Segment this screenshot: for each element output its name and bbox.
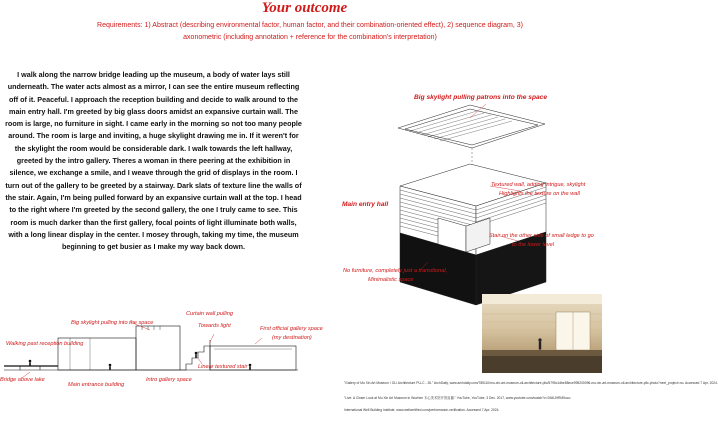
reference-1: "Gallery of Mu Xin Art Museum / OLI Architecture PLLC - 26." ArchDaily, www.archdaily.com/785110/mu-xin-art-museum-oli-architecture-pllc/5795c1dbe58ece995200096-mu-xin-art-museum-oli-architecture-pllc-photo?next_project=no. Accessed 7 Apr. 2024.: [344, 381, 718, 385]
seq-first-gallery-label: First official gallery space: [260, 326, 323, 332]
axon-nofurniture-label-2: Minimalistic space: [368, 277, 414, 283]
seq-linear-stair-label: Linear textured stair: [198, 364, 248, 370]
axon-textured-wall-label-2: Highlights the texture on the wall: [499, 191, 580, 197]
seq-towards-light-label: Towards light: [198, 323, 231, 329]
seq-walking-reception-label: Walking past reception building: [6, 341, 84, 347]
axon-stair-label: Stair on the other side of small ledge to go: [489, 233, 594, 239]
seq-intro-gallery-label: Intro gallery space: [146, 377, 192, 383]
page-title: Your outcome: [261, 0, 348, 16]
narrative-text: I walk along the narrow bridge leading up the museum, a body of water lays still underneath. The water acts almost as a mirror, I can see the entire museum reflecting off of it. Peaceful. I approach the reception building and decide to walk around to the main entry hall. I'm greeted by big glass doors amidst an expansive curtain wall. The room is large, no furniture in sight. I came early in the morning so not too many people around. The room is large and inviting, a huge skylight drawing me in. If it weren't for the skylight the room would be considerable dark. I walk towards the left hallway, greeted by the intro gallery. Theres a woman in there peering at the exhibition in silence, we exchange a smile, and I weave through the grid of displays in the room. I turn out of the gallery to be greeted by a stairway. Dark slats of texture line the walls of the stair. Again, I'm being pulled forward by an expansive curtain wall at the top. I head to the right where I'm greeted by the second gallery, the one I truly came to see. This room is much darker than the first gallery, focal points of light illuminate both walls, with a long linear display in the center. I mosey through, taking my time, the museum beginning to get busier as I make my way back down.: [5, 70, 302, 252]
axon-nofurniture-label: No furniture, completely just a transitional,: [343, 268, 448, 274]
seq-curtain-wall-label: Curtain wall pulling: [186, 311, 233, 317]
axon-main-entry-label: Main entry hall: [342, 201, 389, 208]
seq-main-entrance-label: Main entrance building: [68, 382, 125, 388]
axon-stair-label-2: to the lower level: [512, 242, 554, 248]
requirements-text: Requirements: 1) Abstract (describing environmental factor, human factor, and their combination-oriented effect), 2) sequence diagram, 3) axonometric (including annotation + reference for the combination's interpretation): [97, 22, 523, 41]
museum-interior-photo: [482, 294, 602, 373]
seq-big-skylight-label: Big skylight pulling into the space: [71, 320, 154, 326]
reference-3: International Well Building Institute, www.wellcertified.com/performance-verification. Accessed 7 Apr. 2024.: [344, 408, 500, 412]
reference-2: "Live: A Closer Look at Mu Xin Art Museum in Wuzhen 木心美术馆开馆直播." YouTube, YouTube, 3 Dec. 2017, www.youtube.com/watch?v=DNIUHRM5oco.: [344, 396, 572, 400]
axon-textured-wall-label: Textured wall, adding intrigue, skylight: [491, 182, 586, 188]
seq-bridge-label: Bridge above lake: [0, 377, 45, 383]
seq-first-gallery-label-2: (my destination): [272, 335, 312, 341]
axon-skylight-label: Big skylight pulling patrons into the space: [414, 94, 547, 101]
